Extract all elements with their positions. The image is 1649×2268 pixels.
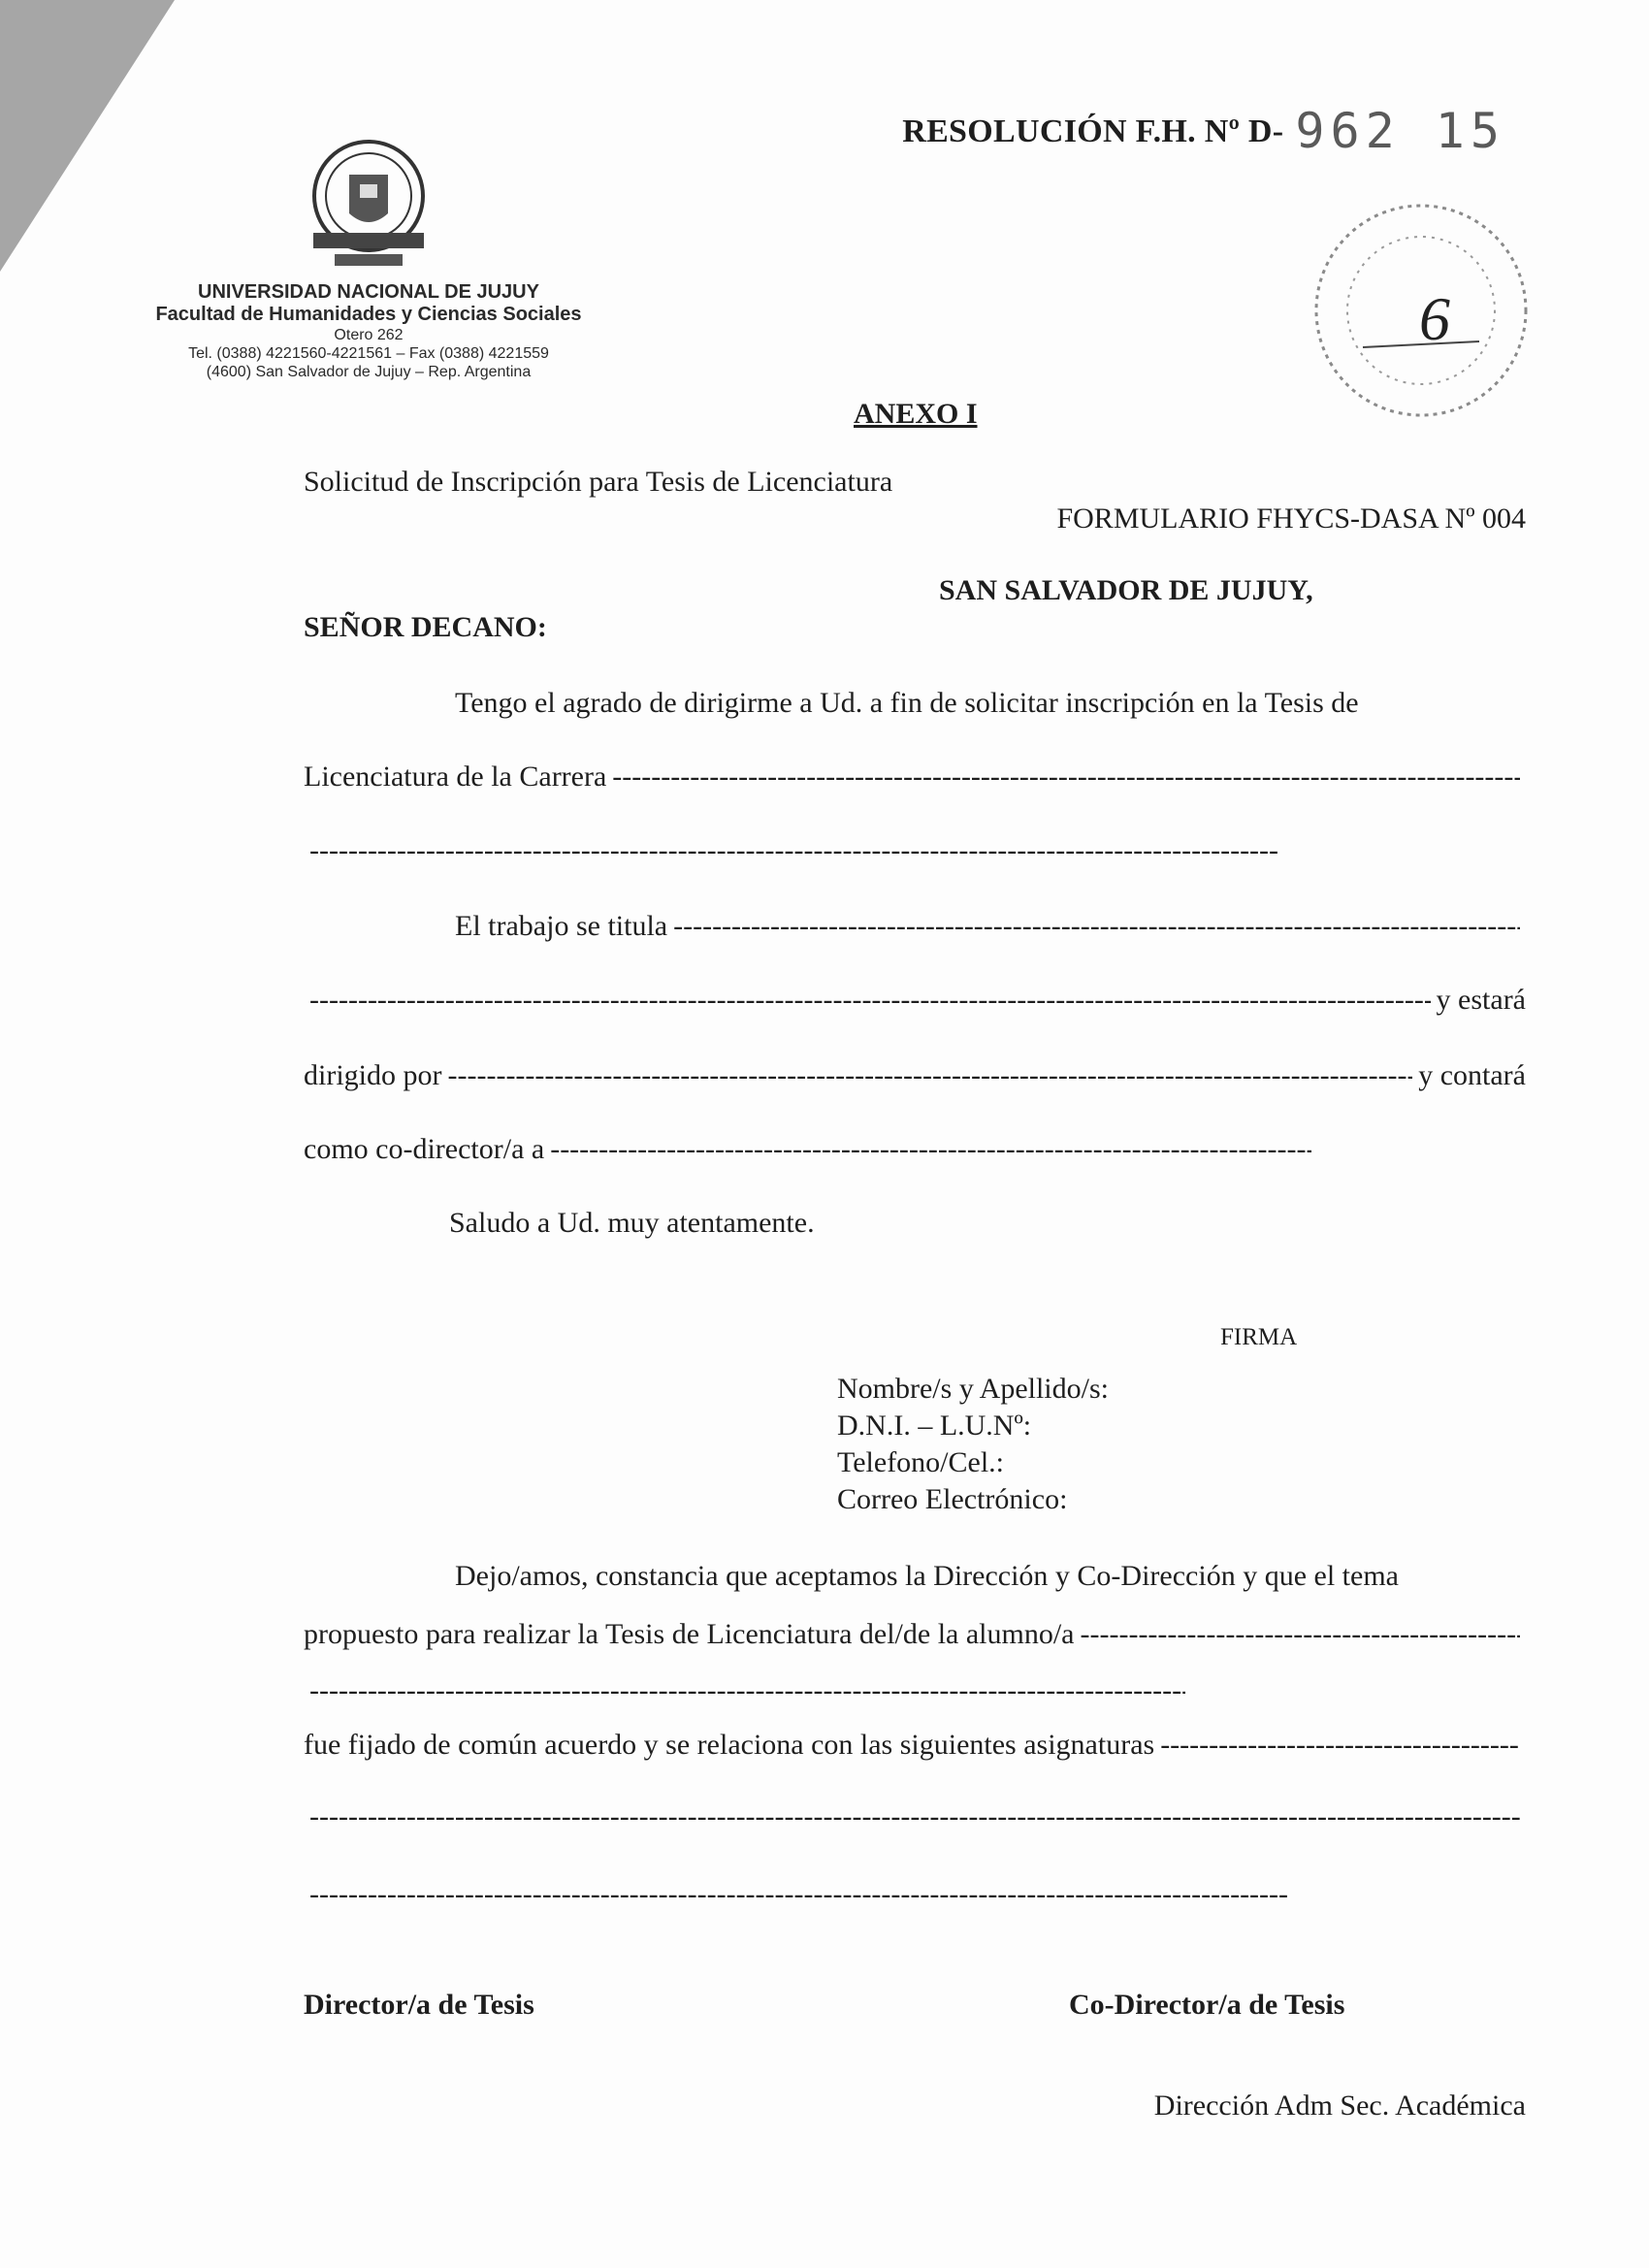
name-field[interactable]: Nombre/s y Apellido/s: xyxy=(837,1373,1109,1405)
page-corner-fold xyxy=(0,0,175,272)
title-end-text: y estará xyxy=(1436,984,1526,1016)
signature-label: FIRMA xyxy=(1220,1324,1298,1350)
student-label: propuesto para realizar la Tesis de Licenciatura del/de la alumno/a xyxy=(304,1618,1075,1650)
office-name: Dirección Adm Sec. Académica xyxy=(1153,2090,1526,2122)
subjects-line-continuation-2 xyxy=(304,1878,1293,1911)
director-blank[interactable] xyxy=(448,1059,1413,1092)
round-stamp xyxy=(1305,194,1537,427)
university-address-block xyxy=(126,281,611,381)
codirector-line xyxy=(304,1133,1317,1166)
city-address: (4600) San Salvador de Jujuy – Rep. Argentina xyxy=(206,364,532,380)
title-line xyxy=(304,910,1526,943)
career-label: Licenciatura de la Carrera xyxy=(304,761,607,793)
director-signature-label: Director/a de Tesis xyxy=(304,1989,534,2021)
subjects-line-continuation xyxy=(304,1800,1526,1833)
title-blank-2[interactable] xyxy=(309,984,1431,1017)
subjects-blank[interactable] xyxy=(1160,1729,1520,1762)
career-line-continuation xyxy=(304,834,1283,867)
form-code: FORMULARIO FHYCS-DASA Nº 004 xyxy=(1056,502,1526,535)
title-blank[interactable] xyxy=(673,910,1520,943)
form-subtitle: Solicitud de Inscripción para Tesis de Licenciatura xyxy=(304,466,893,498)
subjects-line xyxy=(304,1729,1526,1762)
street-address: Otero 262 xyxy=(334,327,404,343)
subjects-blank-2[interactable] xyxy=(309,1800,1520,1833)
resolution-label: RESOLUCIÓN F.H. Nº D- xyxy=(902,113,1284,149)
resolution-number: 962 15 xyxy=(1295,103,1505,159)
subjects-label: fue fijado de común acuerdo y se relaciona con las siguientes asignaturas xyxy=(304,1729,1155,1761)
signature-fields xyxy=(837,1371,1109,1518)
student-blank-2[interactable] xyxy=(309,1674,1185,1707)
codirector-label: como co-director/a a xyxy=(304,1133,545,1165)
director-label: dirigido por xyxy=(304,1059,442,1091)
closing-salutation: Saludo a Ud. muy atentamente. xyxy=(449,1207,815,1239)
codirector-signature-label: Co-Director/a de Tesis xyxy=(1069,1989,1345,2021)
director-line xyxy=(304,1059,1526,1092)
paragraph3-line1: Dejo/amos, constancia que aceptamos la Dirección y Co-Dirección y que el tema xyxy=(455,1560,1399,1592)
title-line-continuation xyxy=(304,984,1526,1017)
career-blank[interactable] xyxy=(612,761,1520,794)
university-seal-logo xyxy=(306,136,432,279)
resolution-header xyxy=(902,97,1505,159)
paragraph1-line1: Tengo el agrado de dirigirme a Ud. a fin de solicitar inscripción en la Tesis de xyxy=(455,687,1359,719)
student-line-continuation xyxy=(304,1674,1191,1707)
phone-numbers: Tel. (0388) 4221560-4221561 – Fax (0388) 4221559 xyxy=(188,345,549,362)
faculty-name: Facultad de Humanidades y Ciencias Sociales xyxy=(155,304,582,325)
codirector-blank[interactable] xyxy=(550,1133,1311,1166)
addressee: SEÑOR DECANO: xyxy=(304,611,547,643)
student-blank[interactable] xyxy=(1081,1618,1521,1651)
career-line xyxy=(304,761,1526,794)
phone-field[interactable]: Telefono/Cel.: xyxy=(837,1446,1005,1478)
place-date: SAN SALVADOR DE JUJUY, xyxy=(939,574,1313,606)
stamp-handwritten-mark: 6 xyxy=(1419,284,1450,353)
university-name: UNIVERSIDAD NACIONAL DE JUJUY xyxy=(198,281,539,303)
title-label: El trabajo se titula xyxy=(455,910,668,942)
director-end-text: y contará xyxy=(1418,1059,1526,1091)
dni-field[interactable]: D.N.I. – L.U.Nº: xyxy=(837,1409,1032,1442)
student-line xyxy=(304,1618,1526,1651)
subjects-blank-3[interactable] xyxy=(309,1878,1287,1911)
email-field[interactable]: Correo Electrónico: xyxy=(837,1483,1068,1515)
career-blank-2[interactable] xyxy=(309,834,1277,867)
annex-title: ANEXO I xyxy=(854,398,978,430)
